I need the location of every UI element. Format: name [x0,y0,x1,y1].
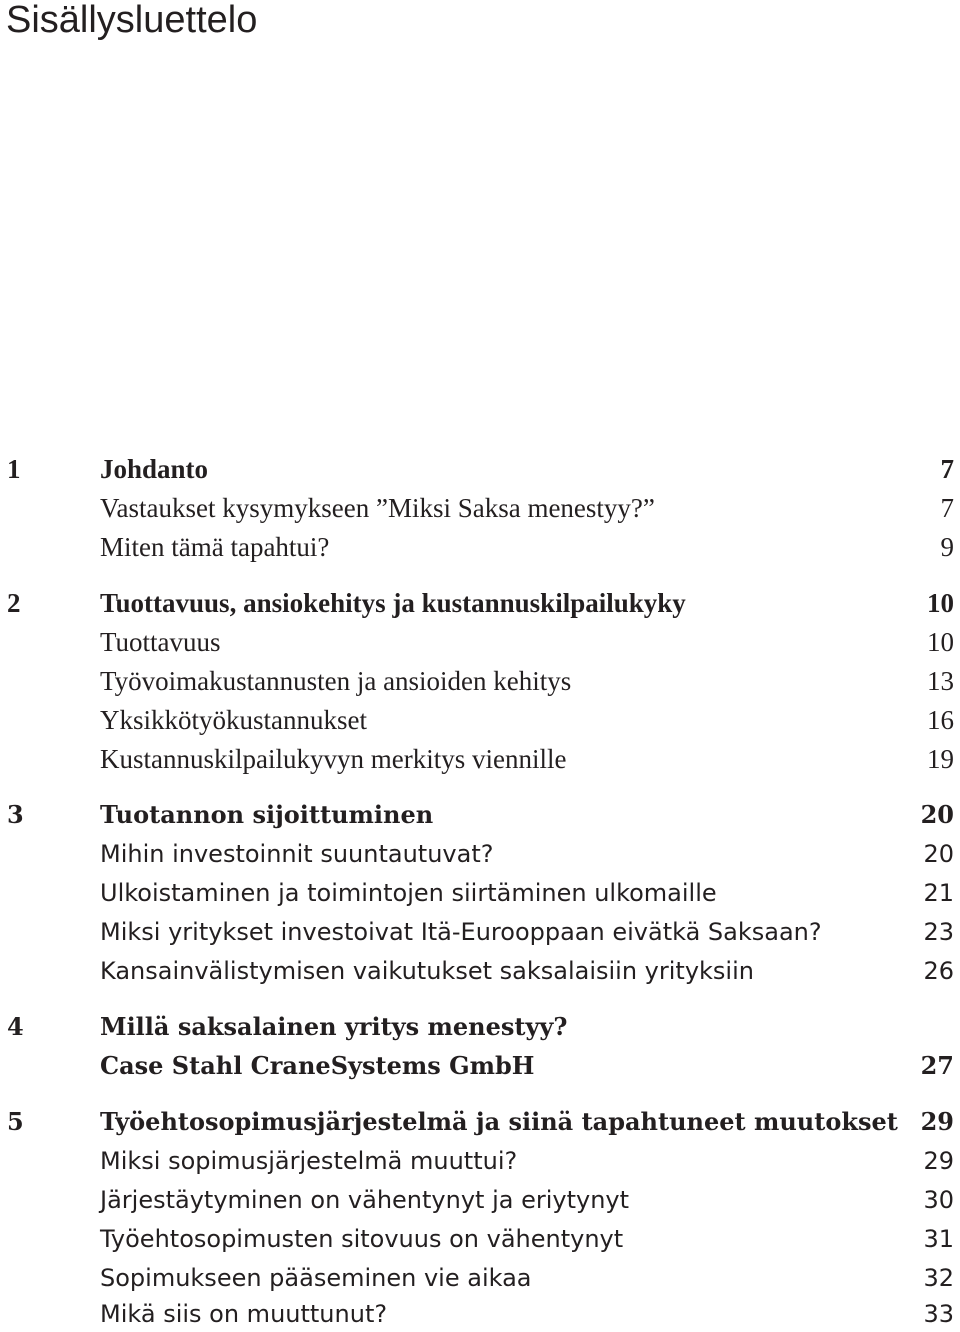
page-number: 23 [923,918,954,946]
chapter-number: 2 [7,588,21,618]
toc-section[interactable] [0,490,960,526]
page-number: 13 [927,666,954,696]
section-title: Sopimukseen pääseminen vie aikaa [100,1264,532,1292]
toc-section[interactable] [0,1260,960,1296]
section-title: Tuottavuus [100,627,221,657]
toc-section[interactable] [0,875,960,911]
toc-chapter-1[interactable] [0,451,960,487]
chapter-title: Millä saksalainen yritys menestyy? [100,1012,568,1041]
page-number: 10 [927,588,954,618]
page-number: 29 [920,1107,954,1136]
section-title: Miksi sopimusjärjestelmä muuttui? [100,1147,518,1175]
page-number: 16 [927,705,954,735]
page-number: 20 [923,840,954,868]
page-number: 26 [923,957,954,985]
toc-section[interactable] [0,1182,960,1218]
toc-section[interactable] [0,741,960,777]
chapter-number: 1 [7,454,21,484]
section-title: Järjestäytyminen on vähentynyt ja eriytynyt [100,1186,630,1214]
page-number: 7 [940,454,954,484]
toc-section[interactable] [0,1221,960,1257]
section-title: Työehtosopimusten sitovuus on vähentynyt [100,1225,624,1253]
section-title: Vastaukset kysymykseen ”Miksi Saksa menestyy?” [100,493,655,523]
section-title: Kustannuskilpailukyvyn merkitys viennille [100,744,567,774]
section-title: Yksikkötyökustannukset [100,705,367,735]
page-number: 31 [923,1225,954,1253]
toc-chapter-2[interactable] [0,585,960,621]
page-number: 10 [927,627,954,657]
page-number: 32 [923,1264,954,1292]
toc-section[interactable] [0,1143,960,1179]
page-number: 7 [940,493,954,523]
section-title: Työvoimakustannusten ja ansioiden kehitys [100,666,572,696]
toc-section[interactable] [0,953,960,989]
page-number: 30 [923,1186,954,1214]
section-title: Mihin investoinnit suuntautuvat? [100,840,494,868]
toc-chapter-4-line-2[interactable] [0,1048,960,1084]
toc-section[interactable] [0,702,960,738]
chapter-title: Tuotannon sijoittuminen [100,800,434,829]
section-title: Mikä siis on muuttunut? [100,1300,388,1328]
chapter-number: 3 [7,800,24,829]
chapter-number: 4 [7,1012,24,1041]
toc-section[interactable] [0,836,960,872]
section-title: Miksi yritykset investoivat Itä-Eurooppaan eivätkä Saksaan? [100,918,822,946]
toc-section[interactable] [0,914,960,950]
toc-section[interactable] [0,529,960,565]
page-number: 29 [923,1147,954,1175]
chapter-title: Tuottavuus, ansiokehitys ja kustannuskilpailukyky [100,588,686,618]
toc-section[interactable] [0,624,960,660]
toc-section[interactable] [0,1296,960,1332]
page-number: 19 [927,744,954,774]
page-number: 9 [940,532,954,562]
toc-chapter-3[interactable] [0,797,960,833]
section-title: Ulkoistaminen ja toimintojen siirtäminen ulkomaille [100,879,717,907]
section-title: Kansainvälistymisen vaikutukset saksalaisiin yrityksiin [100,957,754,985]
page-title: Sisällysluettelo [6,0,258,41]
toc-chapter-5[interactable] [0,1104,960,1140]
page-number: 33 [923,1300,954,1328]
toc-chapter-4[interactable] [0,1009,960,1045]
chapter-title: Johdanto [100,454,209,484]
page-number: 20 [920,800,954,829]
section-title: Miten tämä tapahtui? [100,532,330,562]
chapter-number: 5 [7,1107,24,1136]
toc-section[interactable] [0,663,960,699]
chapter-title: Työehtosopimusjärjestelmä ja siinä tapahtuneet muutokset [100,1107,898,1136]
chapter-title-continued: Case Stahl CraneSystems GmbH [100,1051,535,1080]
page-number: 21 [923,879,954,907]
page-number: 27 [920,1051,954,1080]
